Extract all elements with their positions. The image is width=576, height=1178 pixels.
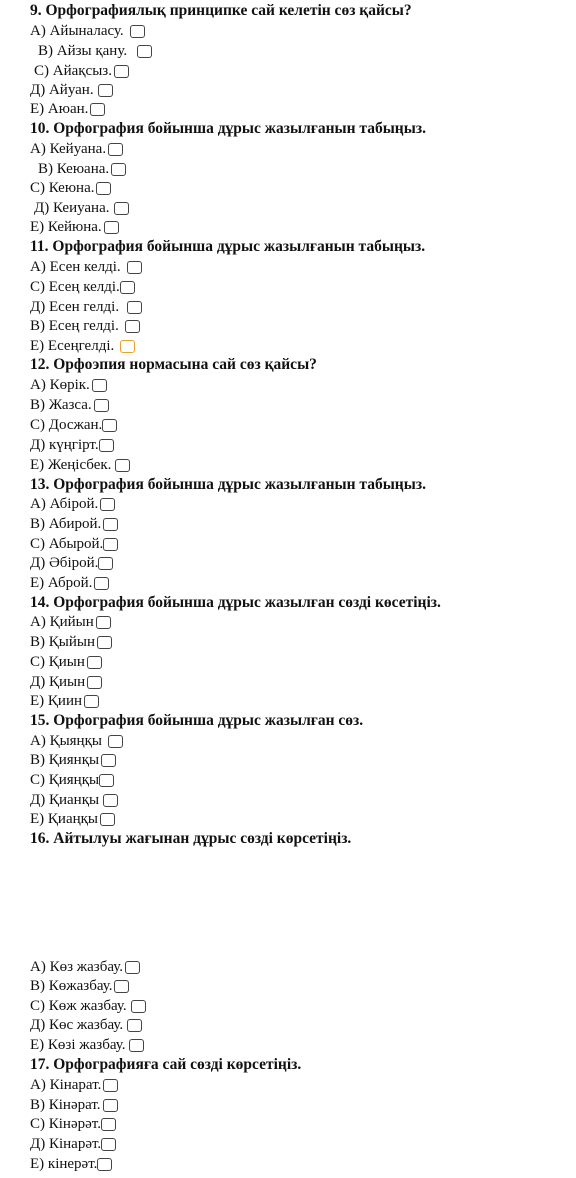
option-label: С) Қияңқы xyxy=(30,772,100,788)
option-label: Д) Қианқы xyxy=(30,792,100,808)
answer-checkbox[interactable] xyxy=(92,379,107,392)
answer-checkbox[interactable] xyxy=(127,1019,142,1032)
option-label: Е) Кейюна. xyxy=(30,219,102,235)
answer-checkbox[interactable] xyxy=(84,695,99,708)
option-label: С) Кінәрәт. xyxy=(30,1116,101,1132)
answer-checkbox[interactable] xyxy=(94,399,109,412)
option-label: Д) күңгірт. xyxy=(30,437,99,453)
answer-checkbox[interactable] xyxy=(103,794,118,807)
question-15-option[interactable] xyxy=(30,751,116,769)
answer-checkbox[interactable] xyxy=(114,202,129,215)
answer-checkbox[interactable] xyxy=(129,1039,144,1052)
option-label: А) Қийын xyxy=(30,614,94,630)
option-label: Е) кінерәт. xyxy=(30,1156,98,1172)
question-11-option[interactable] xyxy=(30,258,142,276)
answer-checkbox[interactable] xyxy=(103,538,118,551)
question-14-option[interactable] xyxy=(30,692,99,710)
question-13-option[interactable] xyxy=(30,495,115,513)
question-12-option[interactable] xyxy=(30,396,109,414)
question-10-title: 10. Орфография бойынша дұрыс жазылғанын табыңыз. xyxy=(30,120,426,137)
option-label: Д) Есен гелді. xyxy=(30,299,120,315)
option-label: Д) Қиын xyxy=(30,674,86,690)
answer-checkbox[interactable] xyxy=(130,25,145,38)
answer-checkbox[interactable] xyxy=(99,439,114,452)
question-16-option[interactable] xyxy=(30,958,140,976)
question-9-option[interactable] xyxy=(30,100,105,118)
question-11-option[interactable] xyxy=(30,298,142,316)
question-17-title: 17. Орфографияға сай сөзді көрсетіңіз. xyxy=(30,1056,302,1073)
answer-checkbox[interactable] xyxy=(108,735,123,748)
question-13-option[interactable] xyxy=(30,535,118,553)
question-12-option[interactable] xyxy=(30,376,107,394)
question-14-option[interactable] xyxy=(30,633,112,651)
option-label: Д) Әбірой. xyxy=(30,555,99,571)
option-label: А) Абірой. xyxy=(30,496,99,512)
question-15-option[interactable] xyxy=(30,771,114,789)
answer-checkbox[interactable] xyxy=(125,320,140,333)
question-16-option[interactable] xyxy=(30,997,146,1015)
option-label: Е) Жеңісбек. xyxy=(30,457,112,473)
question-10-option[interactable] xyxy=(34,199,129,217)
option-label: А) Айыналасу. xyxy=(30,23,124,39)
option-label: Е) Көзі жазбау. xyxy=(30,1037,126,1053)
question-13-option[interactable] xyxy=(30,515,118,533)
question-14-option[interactable] xyxy=(30,673,102,691)
question-12-title: 12. Орфоэпия нормасына сай сөз қайсы? xyxy=(30,356,317,373)
question-15-option[interactable] xyxy=(30,810,115,828)
question-12-option[interactable] xyxy=(30,456,130,474)
question-16-option[interactable] xyxy=(30,1016,142,1034)
question-16-option[interactable] xyxy=(30,1036,144,1054)
answer-checkbox[interactable] xyxy=(104,221,119,234)
option-label: Д) Көс жазбау. xyxy=(30,1017,124,1033)
option-label: Д) Кінарәт. xyxy=(30,1136,102,1152)
option-label: Д) Айуан. xyxy=(30,82,94,98)
answer-checkbox[interactable] xyxy=(125,961,140,974)
answer-checkbox[interactable] xyxy=(127,301,142,314)
answer-checkbox[interactable] xyxy=(97,636,112,649)
option-label: С) Кеюна. xyxy=(30,180,95,196)
answer-checkbox[interactable] xyxy=(114,980,129,993)
question-10-option[interactable] xyxy=(38,160,126,178)
question-17-option[interactable] xyxy=(30,1096,118,1114)
question-12-option[interactable] xyxy=(30,416,117,434)
question-13-option[interactable] xyxy=(30,574,109,592)
option-label: В) Айзы қану. xyxy=(38,43,128,59)
question-13-option[interactable] xyxy=(30,554,113,572)
option-label: Е) Аброй. xyxy=(30,575,93,591)
option-label: С) Досжан. xyxy=(30,417,103,433)
option-label: В) Жазса. xyxy=(30,397,92,413)
question-17-option[interactable] xyxy=(30,1135,116,1153)
option-label: Е) Есеңгелді. xyxy=(30,338,115,354)
question-16-title: 16. Айтылуы жағынан дұрыс сөзді көрсетіңіз. xyxy=(30,830,352,847)
question-11-option[interactable] xyxy=(30,337,135,355)
answer-checkbox[interactable] xyxy=(87,656,102,669)
option-label: С) Қиын xyxy=(30,654,85,670)
answer-checkbox[interactable] xyxy=(102,419,117,432)
question-14-option[interactable] xyxy=(30,613,111,631)
answer-checkbox[interactable] xyxy=(120,281,135,294)
option-label: С) Есең келді. xyxy=(30,279,120,295)
answer-checkbox[interactable] xyxy=(127,261,142,274)
question-13-title: 13. Орфография бойынша дұрыс жазылғанын табыңыз. xyxy=(30,476,426,493)
question-14-option[interactable] xyxy=(30,653,102,671)
option-label: А) Кінарат. xyxy=(30,1077,102,1093)
question-17-option[interactable] xyxy=(30,1155,112,1173)
question-9-option[interactable] xyxy=(34,62,129,80)
option-label: А) Көз жазбау. xyxy=(30,959,123,975)
answer-checkbox[interactable] xyxy=(98,557,113,570)
answer-checkbox[interactable] xyxy=(100,498,115,511)
option-label: В) Қиянқы xyxy=(30,752,100,768)
question-14-title: 14. Орфография бойынша дұрыс жазылған сөзді көсетіңіз. xyxy=(30,594,441,611)
option-label: А) Қыяңқы xyxy=(30,733,102,749)
answer-checkbox[interactable] xyxy=(101,1138,116,1151)
answer-checkbox[interactable] xyxy=(103,518,118,531)
answer-checkbox[interactable] xyxy=(114,65,129,78)
answer-checkbox[interactable] xyxy=(103,1079,118,1092)
option-label: В) Қыйын xyxy=(30,634,95,650)
answer-checkbox[interactable] xyxy=(96,182,111,195)
answer-checkbox[interactable] xyxy=(137,45,152,58)
question-10-option[interactable] xyxy=(30,140,123,158)
answer-checkbox[interactable] xyxy=(111,163,126,176)
question-9-option[interactable] xyxy=(30,81,113,99)
answer-checkbox[interactable] xyxy=(115,459,130,472)
question-15-title: 15. Орфография бойынша дұрыс жазылған сөз. xyxy=(30,712,364,729)
question-10-option[interactable] xyxy=(30,179,111,197)
question-17-option[interactable] xyxy=(30,1115,116,1133)
question-15-option[interactable] xyxy=(30,732,123,750)
option-label: В) Есең гелді. xyxy=(30,318,119,334)
option-label: С) Айақсыз. xyxy=(34,63,112,79)
option-label: Е) Аюан. xyxy=(30,101,89,117)
question-9-title: 9. Орфографиялық принципке сай келетін сөз қайсы? xyxy=(30,2,412,19)
answer-checkbox[interactable] xyxy=(96,616,111,629)
option-label: В) Кеюана. xyxy=(38,161,110,177)
option-label: С) Абырой. xyxy=(30,536,104,552)
question-11-title: 11. Орфография бойынша дұрыс жазылғанын табыңыз. xyxy=(30,238,426,255)
option-label: А) Есен келді. xyxy=(30,259,121,275)
answer-checkbox[interactable] xyxy=(103,1099,118,1112)
question-9-option[interactable] xyxy=(38,42,152,60)
answer-checkbox[interactable] xyxy=(101,1118,116,1131)
answer-checkbox[interactable] xyxy=(120,340,135,353)
option-label: Д) Кеиуана. xyxy=(34,200,110,216)
answer-checkbox[interactable] xyxy=(97,1158,112,1171)
answer-checkbox[interactable] xyxy=(94,577,109,590)
question-15-option[interactable] xyxy=(30,791,118,809)
answer-checkbox[interactable] xyxy=(98,84,113,97)
question-16-option[interactable] xyxy=(30,977,129,995)
question-11-option[interactable] xyxy=(30,278,135,296)
option-label: В) Абирой. xyxy=(30,516,102,532)
answer-checkbox[interactable] xyxy=(100,813,115,826)
option-label: Е) Қиин xyxy=(30,693,82,709)
option-label: В) Кінәрат. xyxy=(30,1097,101,1113)
answer-checkbox[interactable] xyxy=(131,1000,146,1013)
answer-checkbox[interactable] xyxy=(90,103,105,116)
answer-checkbox[interactable] xyxy=(99,774,114,787)
option-label: А) Кейуана. xyxy=(30,141,107,157)
question-17-option[interactable] xyxy=(30,1076,118,1094)
question-12-option[interactable] xyxy=(30,436,114,454)
question-11-option[interactable] xyxy=(30,317,140,335)
option-label: В) Көжазбау. xyxy=(30,978,113,994)
answer-checkbox[interactable] xyxy=(87,676,102,689)
option-label: А) Көрік. xyxy=(30,377,90,393)
option-label: Е) Қиаңқы xyxy=(30,811,98,827)
option-label: С) Көж жазбау. xyxy=(30,998,127,1014)
question-10-option[interactable] xyxy=(30,218,119,236)
answer-checkbox[interactable] xyxy=(101,754,116,767)
question-9-option[interactable] xyxy=(30,22,145,40)
answer-checkbox[interactable] xyxy=(108,143,123,156)
